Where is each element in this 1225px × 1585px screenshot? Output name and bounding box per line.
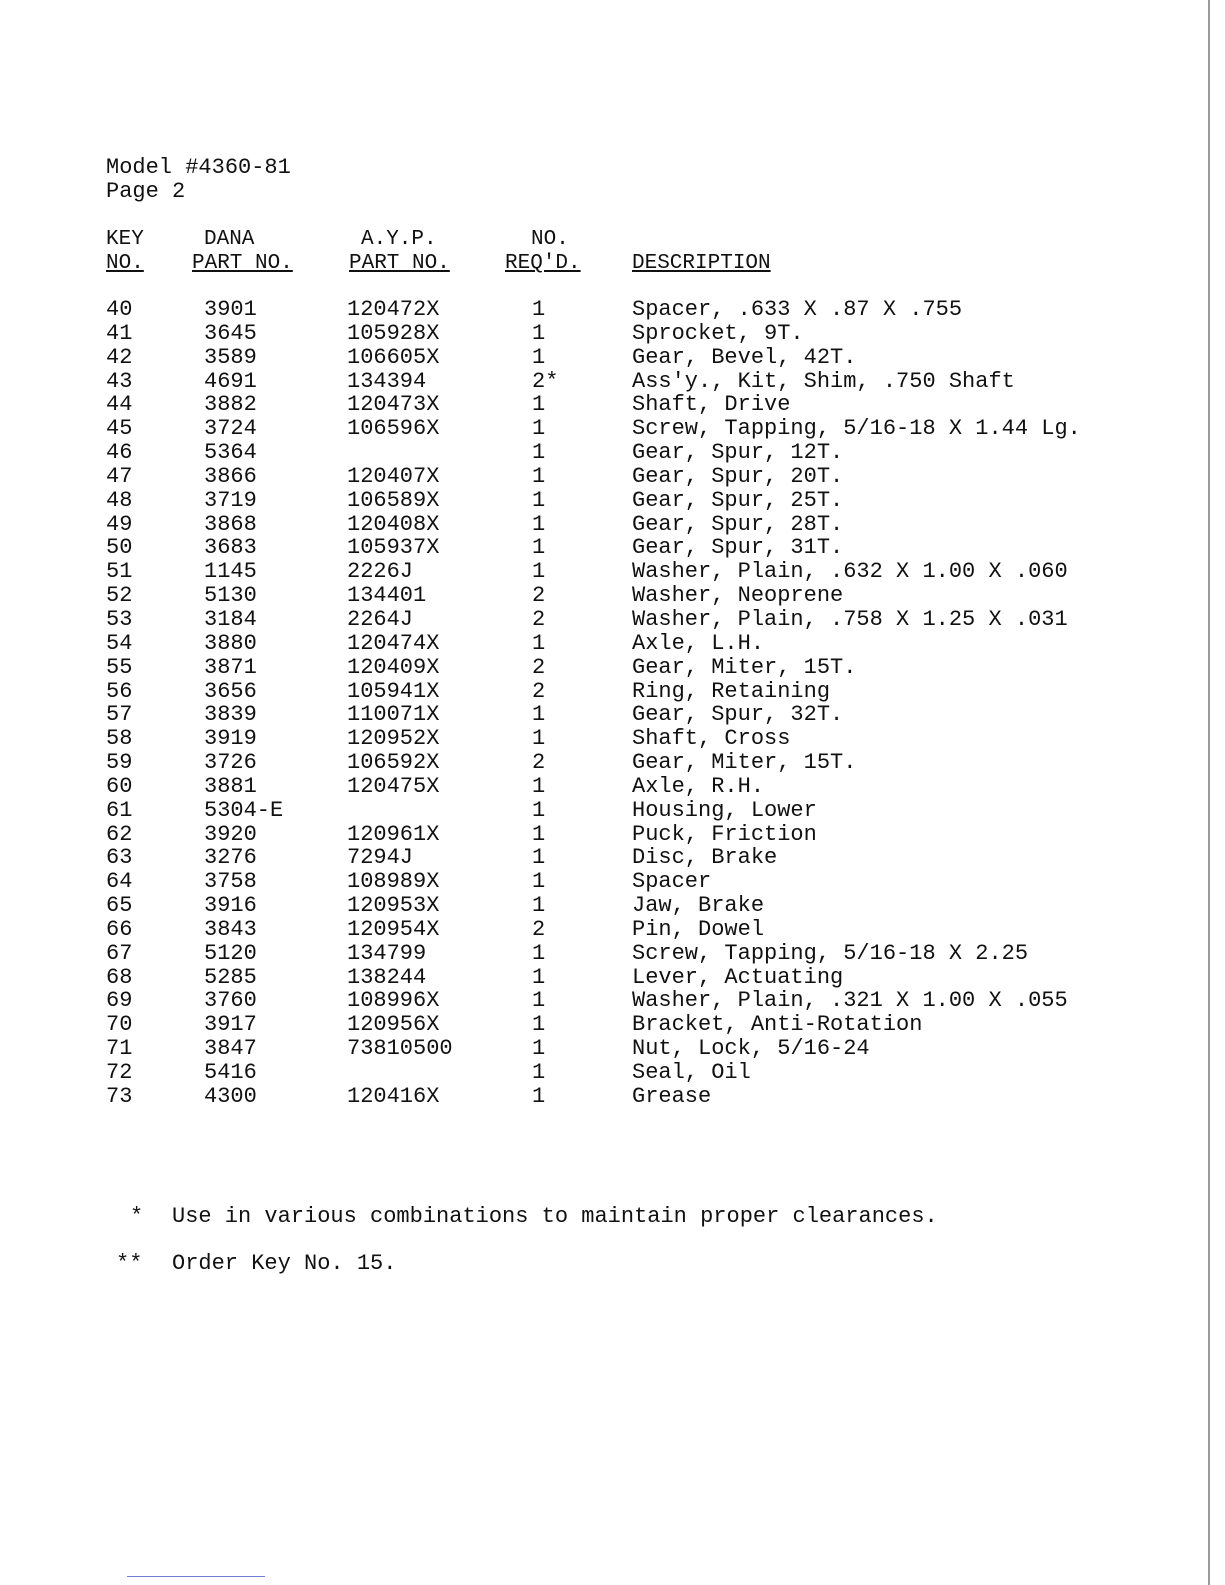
ayp-part-cell: 106605X [347, 344, 440, 370]
dana-part-cell: 3917 [204, 1012, 257, 1038]
column-header-dana-line2: PART NO. [192, 252, 293, 275]
ayp-part-cell: 7294J [347, 845, 414, 871]
bottom-scan-mark [127, 1576, 265, 1577]
column-header-ayp-line2: PART NO. [349, 252, 450, 275]
description-cell: Washer, Plain, .321 X 1.00 X .055 [632, 988, 1068, 1014]
table-row [0, 560, 1225, 584]
description-cell: Ring, Retaining [632, 678, 831, 704]
dana-part-cell: 3184 [204, 606, 257, 632]
key-no-cell: 52 [106, 583, 133, 609]
ayp-part-cell: 105928X [347, 320, 440, 346]
description-cell: Gear, Spur, 20T. [632, 463, 844, 489]
qty-required-cell: 1 [532, 1060, 546, 1085]
ayp-part-cell: 120407X [347, 463, 440, 489]
description-cell: Shaft, Cross [632, 726, 791, 752]
description-cell: Screw, Tapping, 5/16-18 X 1.44 Lg. [632, 416, 1081, 442]
table-row [0, 513, 1225, 537]
key-no-cell: 66 [106, 916, 133, 942]
table-row [0, 823, 1225, 847]
ayp-part-cell: 120956X [347, 1012, 440, 1038]
key-no-cell: 62 [106, 821, 133, 847]
description-cell: Gear, Spur, 25T. [632, 487, 844, 513]
qty-required-cell: 2 [532, 606, 546, 632]
description-cell: Gear, Miter, 15T. [632, 750, 857, 776]
description-cell: Spacer, .633 X .87 X .755 [632, 297, 963, 322]
dana-part-cell: 3719 [204, 487, 257, 513]
description-cell: Gear, Spur, 32T. [632, 702, 844, 728]
table-row [0, 465, 1225, 489]
column-header-dana [192, 228, 293, 276]
description-cell: Washer, Neoprene [632, 583, 844, 609]
dana-part-cell: 3901 [204, 297, 257, 322]
qty-required-cell: 1 [532, 893, 546, 919]
column-header-ayp-line1: A.Y.P. [361, 228, 437, 251]
dana-part-cell: 3683 [204, 535, 257, 561]
column-header-dana-line1: DANA [204, 228, 255, 251]
column-header-key-line1: KEY [106, 228, 144, 251]
dana-part-cell: 3839 [204, 702, 257, 728]
column-header-req-line1: NO. [531, 228, 569, 251]
ayp-part-cell: 134401 [347, 583, 427, 609]
description-cell: Washer, Plain, .632 X 1.00 X .060 [632, 559, 1068, 585]
qty-required-cell: 1 [532, 726, 546, 752]
key-no-cell: 67 [106, 940, 133, 966]
key-no-cell: 68 [106, 964, 133, 990]
dana-part-cell: 3843 [204, 916, 257, 942]
key-no-cell: 41 [106, 320, 133, 346]
footnote-mark: * [130, 1204, 144, 1229]
dana-part-cell: 3760 [204, 988, 257, 1014]
table-row [0, 584, 1225, 608]
qty-required-cell: 1 [532, 988, 546, 1014]
footnote-mark: ** [116, 1251, 143, 1276]
table-row [0, 393, 1225, 417]
description-cell: Gear, Spur, 31T. [632, 535, 844, 561]
qty-required-cell: 2 [532, 750, 546, 776]
dana-part-cell: 4300 [204, 1083, 257, 1109]
document-header [106, 156, 291, 204]
description-cell: Shaft, Drive [632, 392, 791, 418]
key-no-cell: 54 [106, 630, 133, 656]
table-row [0, 1013, 1225, 1037]
ayp-part-cell: 110071X [347, 702, 440, 728]
key-no-cell: 53 [106, 606, 133, 632]
key-no-cell: 49 [106, 511, 133, 537]
qty-required-cell: 1 [532, 440, 546, 466]
ayp-part-cell: 106589X [347, 487, 440, 513]
ayp-part-cell: 120408X [347, 511, 440, 537]
key-no-cell: 65 [106, 893, 133, 919]
ayp-part-cell: 120473X [347, 392, 440, 418]
dana-part-cell: 5120 [204, 940, 257, 966]
ayp-part-cell: 120953X [347, 893, 440, 919]
ayp-part-cell: 120416X [347, 1083, 440, 1109]
qty-required-cell: 1 [532, 773, 546, 799]
ayp-part-cell: 105937X [347, 535, 440, 561]
qty-required-cell: 1 [532, 320, 546, 346]
table-row [0, 370, 1225, 394]
dana-part-cell: 3868 [204, 511, 257, 537]
column-header-key [106, 228, 144, 276]
dana-part-cell: 5364 [204, 440, 257, 466]
table-row [0, 775, 1225, 799]
key-no-cell: 60 [106, 773, 133, 799]
qty-required-cell: 1 [532, 487, 546, 513]
qty-required-cell: 1 [532, 845, 546, 871]
qty-required-cell: 1 [532, 463, 546, 489]
dana-part-cell: 3724 [204, 416, 257, 442]
table-row [0, 1085, 1225, 1109]
table-row [0, 1037, 1225, 1061]
dana-part-cell: 3916 [204, 893, 257, 919]
qty-required-cell: 1 [532, 630, 546, 656]
key-no-cell: 73 [106, 1083, 133, 1109]
key-no-cell: 57 [106, 702, 133, 728]
description-cell: Gear, Spur, 28T. [632, 511, 844, 537]
ayp-part-cell: 73810500 [347, 1036, 453, 1062]
qty-required-cell: 1 [532, 702, 546, 728]
dana-part-cell: 5285 [204, 964, 257, 990]
qty-required-cell: 1 [532, 535, 546, 561]
ayp-part-cell: 120961X [347, 821, 440, 847]
table-row [0, 727, 1225, 751]
key-no-cell: 50 [106, 535, 133, 561]
dana-part-cell: 3589 [204, 344, 257, 370]
description-cell: Seal, Oil [632, 1060, 751, 1085]
description-cell: Gear, Spur, 12T. [632, 440, 844, 466]
table-row [0, 918, 1225, 942]
key-no-cell: 51 [106, 559, 133, 585]
key-no-cell: 45 [106, 416, 133, 442]
footnote [0, 1252, 1225, 1299]
dana-part-cell: 3276 [204, 845, 257, 871]
key-no-cell: 42 [106, 344, 133, 370]
table-row [0, 632, 1225, 656]
table-row [0, 346, 1225, 370]
key-no-cell: 56 [106, 678, 133, 704]
qty-required-cell: 1 [532, 1083, 546, 1109]
description-cell: Gear, Miter, 15T. [632, 654, 857, 680]
key-no-cell: 61 [106, 797, 133, 823]
footnote-text: Order Key No. 15. [172, 1251, 397, 1276]
table-row [0, 298, 1225, 322]
description-cell: Bracket, Anti-Rotation [632, 1012, 923, 1038]
table-row [0, 536, 1225, 560]
qty-required-cell: 1 [532, 869, 546, 895]
dana-part-cell: 3726 [204, 750, 257, 776]
dana-part-cell: 5130 [204, 583, 257, 609]
qty-required-cell: 1 [532, 344, 546, 370]
qty-required-cell: 1 [532, 416, 546, 442]
column-header-description-line2: DESCRIPTION [632, 252, 771, 275]
key-no-cell: 55 [106, 654, 133, 680]
description-cell: Axle, L.H. [632, 630, 765, 656]
ayp-part-cell: 108996X [347, 988, 440, 1014]
description-cell: Jaw, Brake [632, 893, 765, 919]
table-row [0, 846, 1225, 870]
description-cell: Housing, Lower [632, 797, 817, 823]
page-number: Page 2 [106, 179, 186, 204]
description-cell: Washer, Plain, .758 X 1.25 X .031 [632, 606, 1068, 632]
key-no-cell: 71 [106, 1036, 133, 1062]
dana-part-cell: 3866 [204, 463, 257, 489]
description-cell: Pin, Dowel [632, 916, 765, 942]
description-cell: Gear, Bevel, 42T. [632, 344, 857, 370]
qty-required-cell: 2 [532, 916, 546, 942]
key-no-cell: 58 [106, 726, 133, 752]
key-no-cell: 72 [106, 1060, 133, 1085]
column-header-req-line2: REQ'D. [505, 252, 581, 275]
table-row [0, 680, 1225, 704]
table-row [0, 989, 1225, 1013]
description-cell: Sprocket, 9T. [632, 320, 804, 346]
qty-required-cell: 2 [532, 654, 546, 680]
key-no-cell: 70 [106, 1012, 133, 1038]
qty-required-cell: 1 [532, 297, 546, 322]
column-header-ayp [349, 228, 450, 276]
table-row [0, 1061, 1225, 1085]
column-header-key-line2: NO. [106, 252, 144, 275]
key-no-cell: 46 [106, 440, 133, 466]
parts-table [0, 298, 1225, 1109]
dana-part-cell: 3656 [204, 678, 257, 704]
key-no-cell: 47 [106, 463, 133, 489]
table-row [0, 656, 1225, 680]
description-cell: Puck, Friction [632, 821, 817, 847]
ayp-part-cell: 2264J [347, 606, 414, 632]
column-header-req [505, 228, 581, 276]
qty-required-cell: 2* [532, 368, 559, 394]
qty-required-cell: 1 [532, 392, 546, 418]
dana-part-cell: 1145 [204, 559, 257, 585]
qty-required-cell: 1 [532, 511, 546, 537]
qty-required-cell: 1 [532, 940, 546, 966]
footnotes [0, 1205, 1225, 1299]
dana-part-cell: 4691 [204, 368, 257, 394]
qty-required-cell: 2 [532, 678, 546, 704]
table-row [0, 894, 1225, 918]
ayp-part-cell: 134799 [347, 940, 427, 966]
description-cell: Screw, Tapping, 5/16-18 X 2.25 [632, 940, 1029, 966]
qty-required-cell: 1 [532, 1036, 546, 1062]
dana-part-cell: 3758 [204, 869, 257, 895]
table-row [0, 441, 1225, 465]
ayp-part-cell: 134394 [347, 368, 427, 394]
dana-part-cell: 3882 [204, 392, 257, 418]
column-header-description [632, 228, 771, 276]
description-cell: Spacer [632, 869, 712, 895]
dana-part-cell: 3847 [204, 1036, 257, 1062]
ayp-part-cell: 120474X [347, 630, 440, 656]
footnote-text: Use in various combinations to maintain proper clearances. [172, 1204, 938, 1229]
table-row [0, 489, 1225, 513]
dana-part-cell: 3919 [204, 726, 257, 752]
dana-part-cell: 3881 [204, 773, 257, 799]
ayp-part-cell: 108989X [347, 869, 440, 895]
ayp-part-cell: 138244 [347, 964, 427, 990]
table-row [0, 942, 1225, 966]
dana-part-cell: 3871 [204, 654, 257, 680]
table-row [0, 799, 1225, 823]
qty-required-cell: 1 [532, 1012, 546, 1038]
key-no-cell: 64 [106, 869, 133, 895]
table-row [0, 703, 1225, 727]
dana-part-cell: 3920 [204, 821, 257, 847]
dana-part-cell: 5304-E [204, 797, 284, 823]
column-header-description-line1 [632, 228, 771, 252]
description-cell: Lever, Actuating [632, 964, 844, 990]
ayp-part-cell: 120954X [347, 916, 440, 942]
ayp-part-cell: 2226J [347, 559, 414, 585]
qty-required-cell: 1 [532, 821, 546, 847]
description-cell: Nut, Lock, 5/16-24 [632, 1036, 870, 1062]
dana-part-cell: 3645 [204, 320, 257, 346]
ayp-part-cell: 120472X [347, 297, 440, 322]
key-no-cell: 43 [106, 368, 133, 394]
key-no-cell: 40 [106, 297, 133, 322]
qty-required-cell: 1 [532, 797, 546, 823]
model-number: Model #4360-81 [106, 155, 291, 180]
ayp-part-cell: 120409X [347, 654, 440, 680]
qty-required-cell: 2 [532, 583, 546, 609]
dana-part-cell: 3880 [204, 630, 257, 656]
ayp-part-cell: 120952X [347, 726, 440, 752]
description-cell: Ass'y., Kit, Shim, .750 Shaft [632, 368, 1015, 394]
table-row [0, 870, 1225, 894]
table-row [0, 966, 1225, 990]
key-no-cell: 63 [106, 845, 133, 871]
table-row [0, 322, 1225, 346]
key-no-cell: 48 [106, 487, 133, 513]
ayp-part-cell: 120475X [347, 773, 440, 799]
qty-required-cell: 1 [532, 559, 546, 585]
qty-required-cell: 1 [532, 964, 546, 990]
description-cell: Grease [632, 1083, 712, 1109]
ayp-part-cell: 106592X [347, 750, 440, 776]
table-row [0, 417, 1225, 441]
key-no-cell: 69 [106, 988, 133, 1014]
dana-part-cell: 5416 [204, 1060, 257, 1085]
ayp-part-cell: 105941X [347, 678, 440, 704]
ayp-part-cell: 106596X [347, 416, 440, 442]
footnote [0, 1205, 1225, 1252]
key-no-cell: 44 [106, 392, 133, 418]
table-row [0, 751, 1225, 775]
key-no-cell: 59 [106, 750, 133, 776]
description-cell: Axle, R.H. [632, 773, 765, 799]
description-cell: Disc, Brake [632, 845, 778, 871]
table-row [0, 608, 1225, 632]
